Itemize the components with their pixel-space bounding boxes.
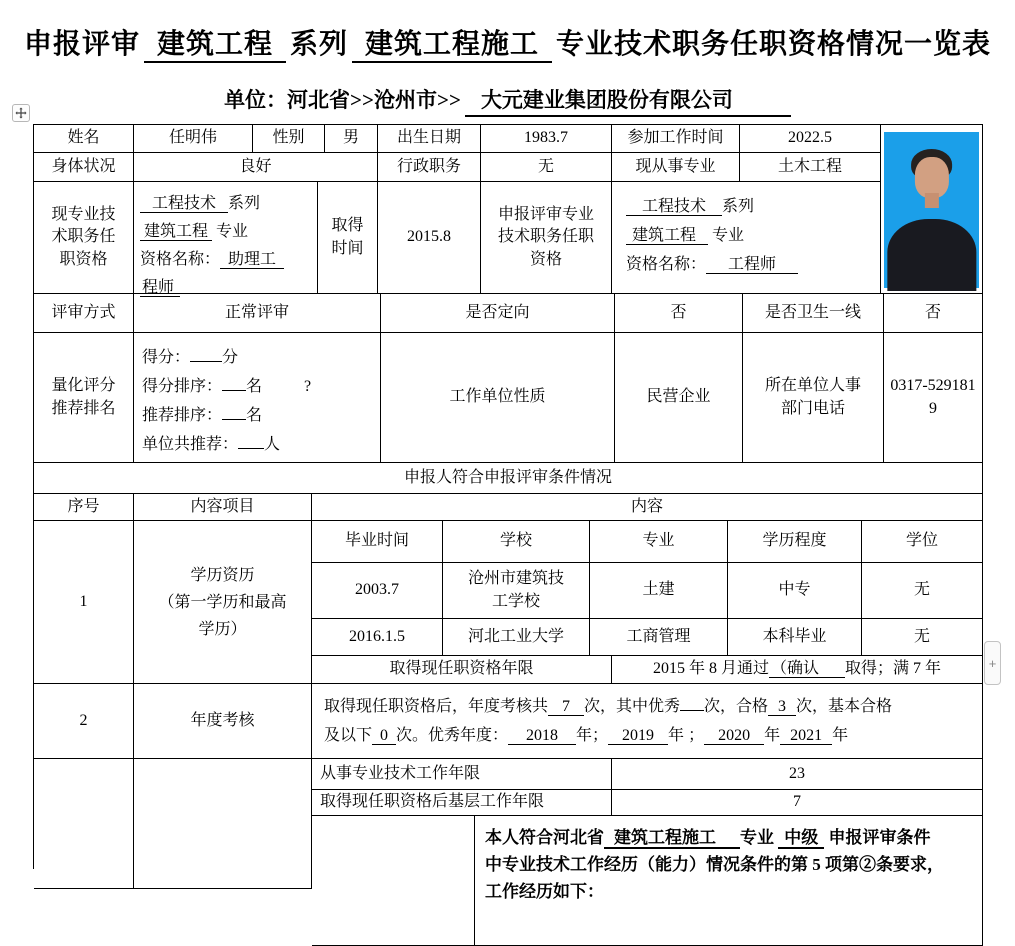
edu-row-cell: 本科毕业	[728, 619, 862, 656]
col-item-header-cell: 内容项目	[134, 494, 312, 521]
current-major: 建筑工程	[140, 223, 212, 241]
qualification-table	[33, 124, 983, 901]
id-photo-cell	[881, 125, 983, 294]
excellent-year: 2019	[608, 727, 668, 745]
edu-row-cell: 无	[862, 619, 983, 656]
admin-label-cell: 行政职务	[378, 153, 481, 182]
company-name-underlined: 大元建业集团股份有限公司	[465, 88, 791, 117]
edu-header-cell: 毕业时间	[312, 521, 443, 563]
front-line-value-cell: 否	[884, 294, 983, 333]
edu-row-cell: 2016.1.5	[312, 619, 443, 656]
page-title	[0, 22, 1015, 62]
front-line-label-cell: 是否卫生一线	[743, 294, 884, 333]
rank-unit: 名	[246, 407, 263, 424]
edu-item-line: 学历）	[198, 620, 247, 638]
obtain-time-value-cell: 2015.8	[378, 182, 481, 294]
score-rank-blank-field	[222, 373, 246, 391]
edu-header-cell: 学历程度	[728, 521, 862, 563]
annual-text: 次，其中优秀	[584, 698, 681, 715]
id-photo	[884, 132, 979, 288]
photo-neck	[924, 193, 938, 209]
name-label-cell: 姓名	[34, 125, 134, 153]
title-series-underlined: 建筑工程	[144, 29, 286, 63]
annual-text: ；	[688, 727, 705, 744]
directed-value-cell: 否	[615, 294, 743, 333]
major-suffix: 专业	[712, 227, 745, 244]
rec-rank-label: 推荐排序：	[142, 407, 223, 424]
apply-qual-label-cell: 申报评审专业技术职务任职资格	[481, 182, 612, 294]
annual-text: 年；	[576, 727, 609, 744]
photo-face	[914, 157, 948, 198]
add-row-button[interactable]: +	[984, 641, 1001, 685]
current-qual-name-2: 程师	[140, 279, 180, 297]
review-method-label-cell: 评审方式	[34, 294, 134, 333]
col-content-header-cell: 内容	[312, 494, 983, 521]
tenure-confirm-underlined: （确认	[769, 660, 845, 678]
edu-row-cell: 无	[862, 563, 983, 619]
annual-text: 次。优秀年度：	[396, 727, 509, 744]
statement-text: 申报评审条件	[828, 828, 931, 847]
qual-name-label: 资格名称：	[626, 256, 707, 273]
edu-header-cell: 学位	[862, 521, 983, 563]
current-qual-detail-cell	[134, 182, 318, 294]
question-mark: ?	[304, 378, 312, 395]
edu-item-line: 学历资历	[190, 566, 255, 584]
gender-value-cell: 男	[325, 125, 378, 153]
employer-type-label-cell: 工作单位性质	[381, 333, 615, 463]
move-icon	[15, 107, 27, 119]
tenure-text: 取得；满 7 年	[845, 660, 942, 678]
major-suffix: 专业	[216, 223, 249, 240]
title-part: 专业技术职务任职资格情况一览表	[556, 29, 992, 60]
unit-rec-blank-field	[238, 431, 264, 449]
title-part: 申报评审	[23, 29, 140, 60]
hr-phone-value-cell: 0317-5291819	[884, 333, 983, 463]
annual-text: 年	[668, 727, 685, 744]
rank-unit: 名	[246, 378, 263, 395]
admin-value-cell: 无	[481, 153, 612, 182]
excellent-year: 2021	[780, 727, 832, 745]
excellent-year: 2018	[508, 727, 576, 745]
join-label-cell: 参加工作时间	[612, 125, 740, 153]
work-years-value-cell: 23	[612, 759, 983, 790]
edu-row-cell: 中专	[728, 563, 862, 619]
edu-row-cell: 2003.7	[312, 563, 443, 619]
join-value-cell: 2022.5	[740, 125, 881, 153]
annual-no-cell: 2	[34, 684, 134, 759]
annual-item-cell: 年度考核	[134, 684, 312, 759]
empty-content-cell	[312, 816, 475, 946]
employer-type-value-cell: 民营企业	[615, 333, 743, 463]
unit-rec-label: 单位共推荐：	[142, 436, 239, 453]
score-blank-field	[190, 344, 222, 362]
apply-qual-name: 工程师	[706, 256, 798, 274]
statement-text: 本人符合河北省	[485, 828, 604, 847]
edu-row-cell: 土建	[590, 563, 728, 619]
photo-torso	[887, 219, 976, 291]
health-label-cell: 身体状况	[34, 153, 134, 182]
quant-score-label-cell: 量化评分推荐排名	[34, 333, 134, 463]
birth-label-cell: 出生日期	[378, 125, 481, 153]
current-qual-name-1: 助理工	[220, 251, 284, 269]
edu-item-cell	[134, 521, 312, 684]
annual-detail-cell	[312, 684, 983, 759]
edu-no-cell: 1	[34, 521, 134, 684]
apply-major: 建筑工程	[626, 227, 708, 245]
edu-header-cell: 学校	[443, 521, 590, 563]
grassroots-years-label-cell: 取得现任职资格后基层工作年限	[312, 790, 612, 816]
excellent-blank-field	[680, 693, 704, 711]
annual-text: 年	[764, 727, 781, 744]
quant-score-detail-cell	[134, 333, 381, 463]
statement-major-underlined: 建筑工程施工	[604, 828, 740, 849]
rec-rank-blank-field	[222, 402, 246, 420]
series-suffix: 系列	[228, 195, 261, 212]
edu-item-line: （第一学历和最高	[158, 593, 287, 611]
current-qual-label-cell: 现专业技术职务任职资格	[34, 182, 134, 294]
annual-total-count: 7	[548, 698, 584, 716]
series-suffix: 系列	[722, 198, 755, 215]
annual-text: 年	[832, 727, 849, 744]
current-series: 工程技术	[140, 195, 228, 213]
statement-text: 工作经历如下：	[485, 882, 604, 901]
edu-row-cell: 沧州市建筑技工学校	[443, 563, 590, 619]
apply-series: 工程技术	[626, 198, 722, 216]
score-label: 得分：	[142, 349, 191, 366]
score-rank-label: 得分排序：	[142, 378, 223, 395]
major-label-cell: 现从事专业	[612, 153, 740, 182]
apply-qual-detail-cell	[612, 182, 881, 294]
birth-value-cell: 1983.7	[481, 125, 612, 153]
people-unit: 人	[264, 436, 281, 453]
health-value-cell: 良好	[134, 153, 378, 182]
major-value-cell: 土木工程	[740, 153, 881, 182]
annual-text: 次，合格	[704, 698, 769, 715]
empty-item-cell	[134, 759, 312, 889]
tenure-text: 2015 年 8 月通过	[652, 660, 769, 678]
edu-header-cell: 专业	[590, 521, 728, 563]
annual-below-count: 0	[372, 727, 396, 745]
conditions-section-title-cell: 申报人符合申报评审条件情况	[34, 463, 983, 494]
statement-text: 中专业技术工作经历（能力）情况条件的第 5 项第②条要求，	[485, 855, 944, 874]
score-unit: 分	[222, 349, 239, 366]
title-major-underlined: 建筑工程施工	[352, 29, 552, 63]
annual-text: 及以下	[324, 727, 373, 744]
empty-no-cell	[34, 759, 134, 889]
statement-text: 专业	[740, 828, 774, 847]
review-method-value-cell: 正常评审	[134, 294, 381, 333]
table-move-handle[interactable]	[12, 104, 30, 122]
gender-label-cell: 性别	[253, 125, 325, 153]
qual-name-label: 资格名称：	[140, 251, 221, 268]
work-years-label-cell: 从事专业技术工作年限	[312, 759, 612, 790]
hr-phone-label-cell: 所在单位人事部门电话	[743, 333, 884, 463]
statement-level-underlined: 中级	[778, 828, 824, 849]
obtain-time-label-cell: 取得时间	[318, 182, 378, 294]
title-part: 系列	[289, 29, 348, 60]
grassroots-years-value-cell: 7	[612, 790, 983, 816]
excellent-year: 2020	[704, 727, 764, 745]
unit-line	[0, 84, 1015, 114]
tenure-label-cell: 取得现任职资格年限	[312, 656, 612, 684]
edu-row-cell: 工商管理	[590, 619, 728, 656]
annual-text: 取得现任职资格后，年度考核共	[324, 698, 549, 715]
edu-row-cell: 河北工业大学	[443, 619, 590, 656]
col-no-header-cell: 序号	[34, 494, 134, 521]
tenure-value-cell	[612, 656, 983, 684]
statement-cell	[475, 816, 983, 946]
directed-label-cell: 是否定向	[381, 294, 615, 333]
annual-text: 次，基本合格	[796, 698, 893, 715]
name-value-cell: 任明伟	[134, 125, 253, 153]
unit-prefix: 单位：河北省>>沧州市>>	[224, 88, 461, 112]
annual-pass-count: 3	[768, 698, 796, 716]
